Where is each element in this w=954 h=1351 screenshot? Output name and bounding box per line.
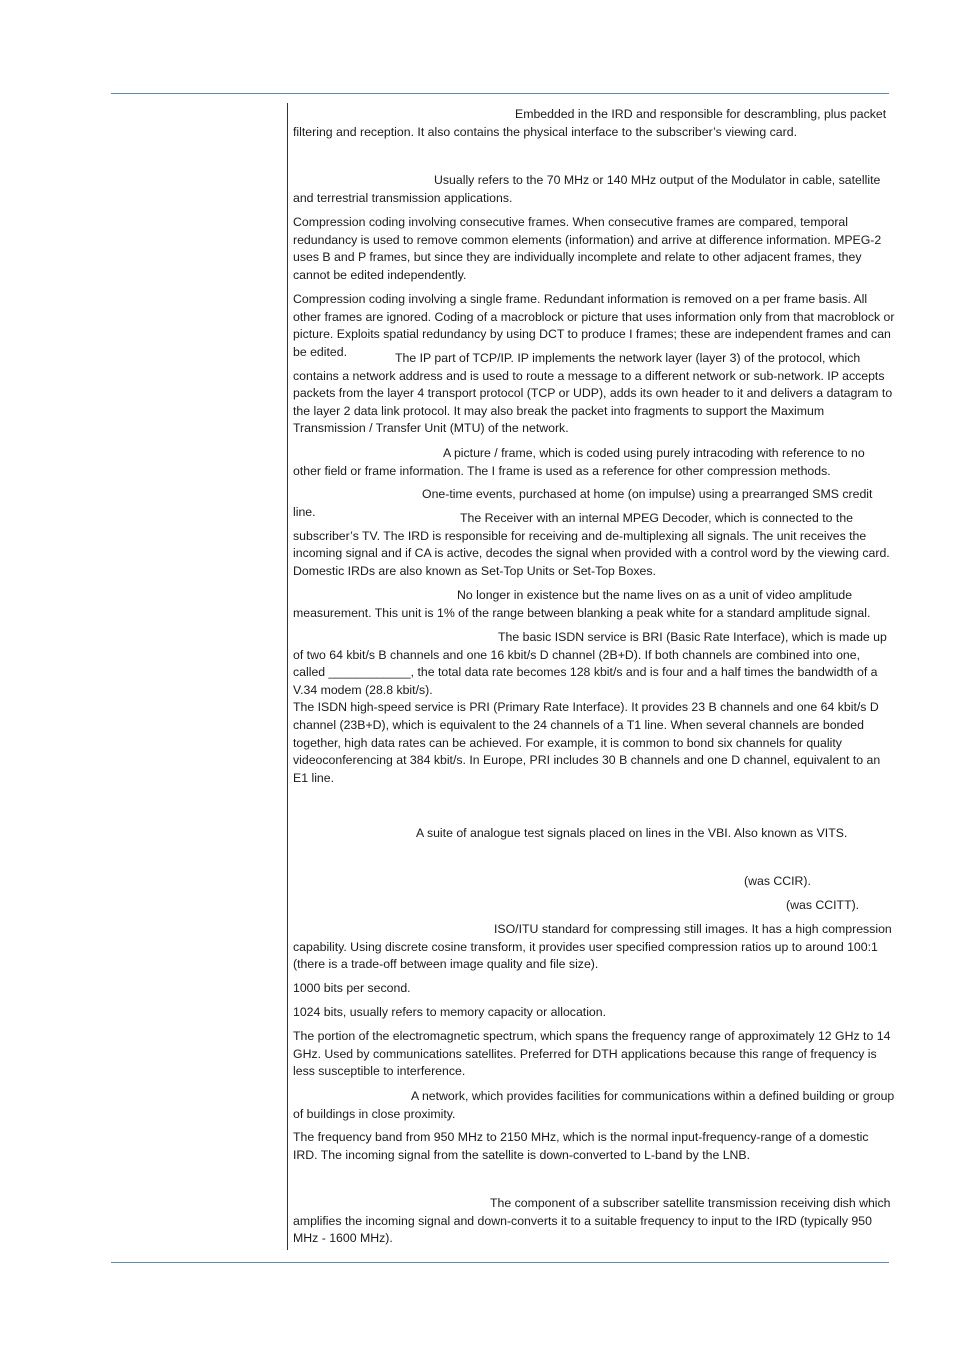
glossary-entry: One-time events, purchased at home (on impulse) using a prearranged SMS credit line. [293,487,873,519]
glossary-entry: The Receiver with an internal MPEG Decoder, which is connected to the subscriber’s TV. The IRD is responsible for receiving and de-multiplexing all signals. The unit receives the incoming signal and if CA is active, decodes the signal when provided with a control word by the viewing card. Domestic IRDs are also known as Set-Top Units or Set-Top Boxes. [293,511,890,578]
glossary-entry: The basic ISDN service is BRI (Basic Rate Interface), which is made up of two 64 kbit/s B channels and one 16 kbit/s D channel (2B+D). If both channels are combined into one, called ____________, the total data rate becomes 128 kbit/s and is four and a half times the bandwidth of a V.34 modem (28.8 kbit/s). The ISDN high-speed service is PRI (Primary Rate Interface). It provides 23 B channels and one 64 kbit/s D channel (23B+D), which is equivalent to the 24 channels of a T1 line. When several channels are bonded together, high data rates can be achieved. For example, it is common to bond six channels for quality videoconferencing at 384 kbit/s. In Europe, PRI includes 30 B channels and one D channel, equivalent to an E1 line. [293,630,887,785]
glossary-entry: The frequency band from 950 MHz to 2150 MHz, which is the normal input-frequency-range of a domestic IRD. The incoming signal from the satellite is down-converted to L-band by the LNB. [293,1130,869,1162]
glossary-entry: 1000 bits per second. [293,981,411,995]
glossary-entry: 1024 bits, usually refers to memory capacity or allocation. [293,1005,607,1019]
footer-rule [111,1262,889,1263]
glossary-entry: Embedded in the IRD and responsible for descrambling, plus packet filtering and reception. It also contains the physical interface to the subscriber’s viewing card. [293,107,887,139]
glossary-entry: (was CCIR). [744,874,811,888]
glossary-entry: Compression coding involving a single frame. Redundant information is removed on a per frame basis. All other frames are ignored. Coding of a macroblock or picture that uses information only from that macroblock or picture. Exploits spatial redundancy by using DCT to produce I frames; these are independent frames and can be edited. [293,292,895,359]
header-rule [111,93,889,94]
glossary-entry: The component of a subscriber satellite transmission receiving dish which amplifies the incoming signal and down-converts it to a suitable frequency to input to the IRD (typically 950 MHz - 1600 MHz). [293,1196,891,1246]
glossary-entry: A picture / frame, which is coded using purely intracoding with reference to no other field or frame information. The I frame is used as a reference for other compression methods. [293,446,865,478]
glossary-entry: Compression coding involving consecutive frames. When consecutive frames are compared, temporal redundancy is used to remove common elements (information) and arrive at difference information. MPEG-2 uses B and P frames, but since they are individually incomplete and relate to other adjacent frames, they cannot be edited independently. [293,215,882,282]
glossary-entry: Usually refers to the 70 MHz or 140 MHz output of the Modulator in cable, satellite and terrestrial transmission applications. [293,173,881,205]
glossary-entry: The portion of the electromagnetic spectrum, which spans the frequency range of approximately 12 GHz to 14 GHz. Used by communications satellites. Preferred for DTH applications because this range of frequency is less susceptible to interference. [293,1029,891,1079]
glossary-entry: A network, which provides facilities for communications within a defined building or group of buildings in close proximity. [293,1089,895,1121]
glossary-entry: No longer in existence but the name lives on as a unit of video amplitude measurement. This unit is 1% of the range between blanking a peak white for a standard amplitude signal. [293,588,871,620]
glossary-entry: ISO/ITU standard for compressing still images. It has a high compression capability. Using discrete cosine transform, it provides user specified compression ratios up to around 100:1 (there is a trade-off between image quality and file size). [293,922,892,972]
glossary-entry: The IP part of TCP/IP. IP implements the network layer (layer 3) of the protocol, which contains a network address and is used to route a message to a different network or sub-network. IP accepts packets from the layer 4 transport protocol (TCP or UDP), adds its own header to it and delivers a datagram to the layer 2 data link protocol. It may also break the packet into fragments to support the Maximum Transmission / Transfer Unit (MTU) of the network. [293,351,893,436]
glossary-entry: (was CCITT). [786,898,860,912]
glossary-entry: A suite of analogue test signals placed on lines in the VBI. Also known as VITS. [416,826,848,840]
column-divider [287,103,288,1250]
